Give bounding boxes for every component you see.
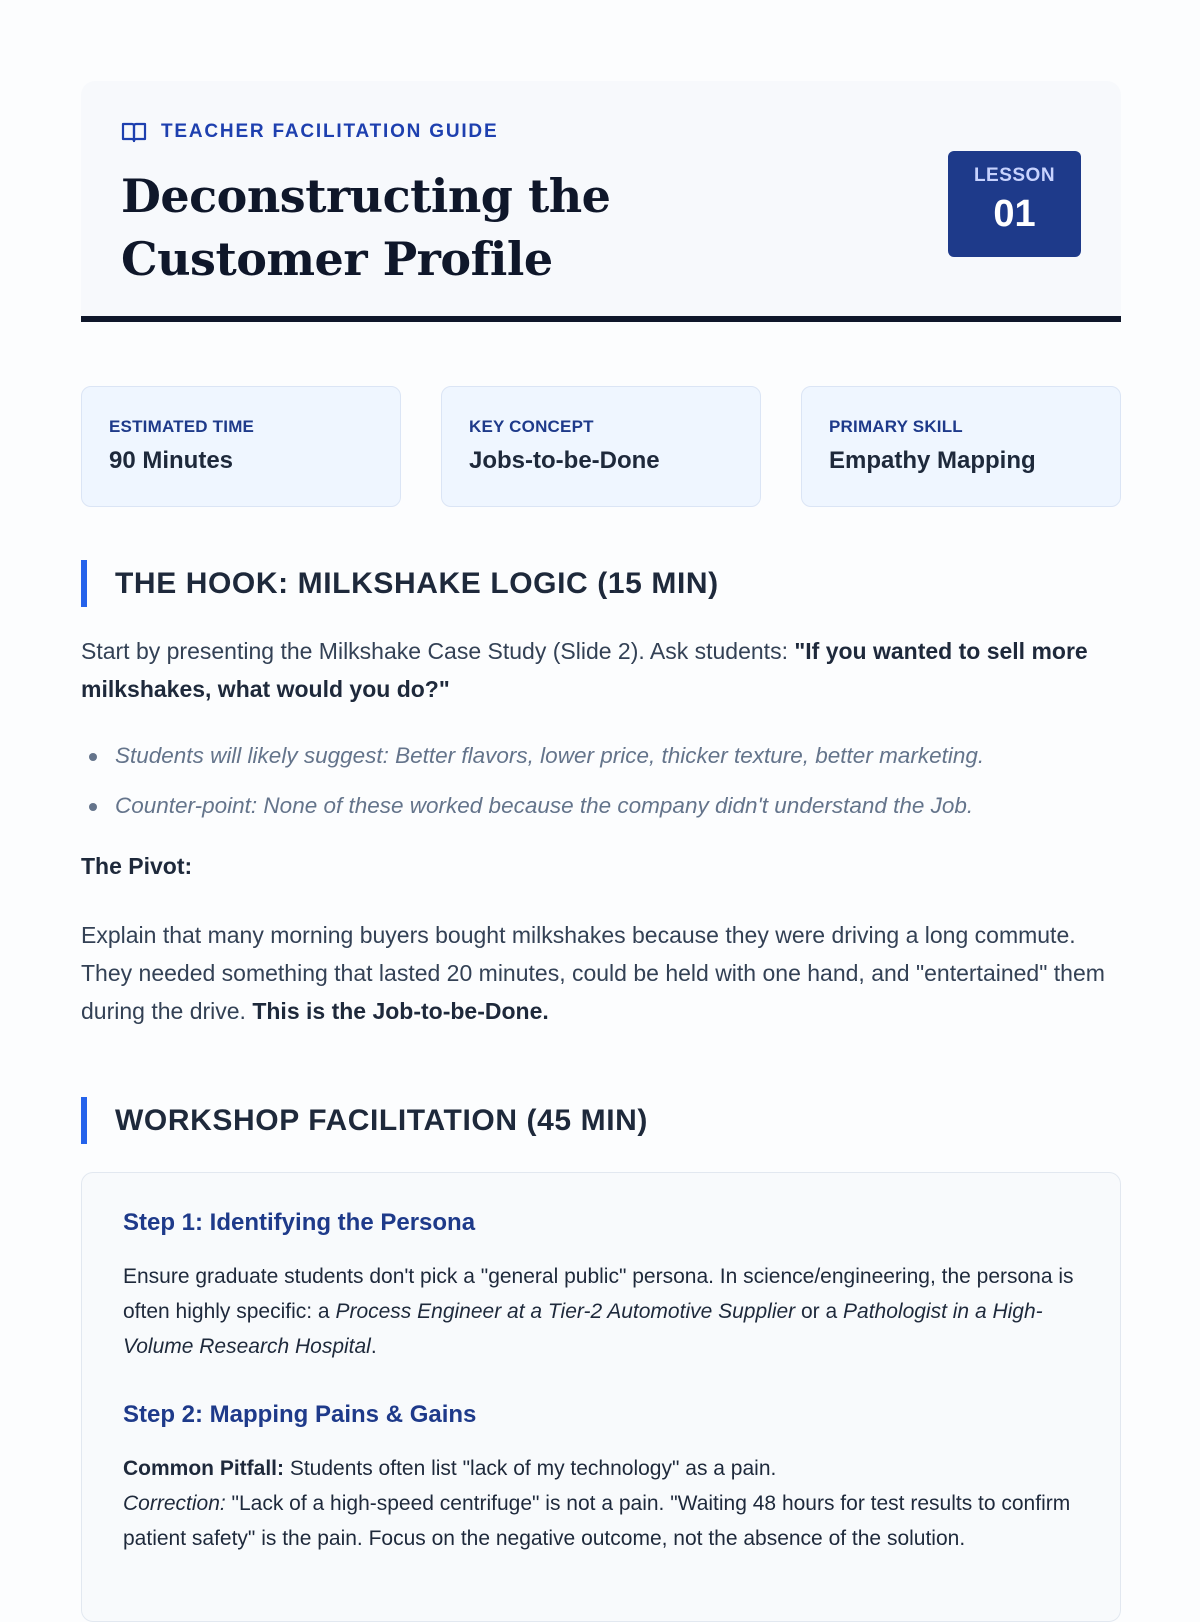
section-heading-hook bbox=[81, 560, 1121, 607]
stat-value: Empathy Mapping bbox=[829, 447, 1036, 474]
step-1-text: Ensure graduate students don't pick a "general public" persona. In science/engineering, the persona is often highly specific: a bbox=[123, 1265, 1074, 1323]
pivot-text: Explain that many morning buyers bought milkshakes because they were driving a long commute. They needed something that lasted 20 minutes, could be held with one hand, and "entertained" them during the drive. bbox=[81, 922, 1105, 1024]
step-2-body bbox=[123, 1451, 1083, 1556]
stat-value: 90 Minutes bbox=[109, 447, 234, 474]
correction-text: "Lack of a high-speed centrifuge" is not a pain. "Waiting 48 hours for test results to confirm patient safety" is the pain. Focus on the negative outcome, not the absence of the solution. bbox=[123, 1492, 1071, 1550]
pivot-paragraph bbox=[81, 916, 1121, 1030]
list-item: Counter-point: None of these worked because the company didn't understand the Job. bbox=[81, 788, 1121, 824]
step-1-body bbox=[123, 1259, 1083, 1364]
stat-card-concept bbox=[441, 386, 761, 507]
persona-example-2: Pathologist in a High-Volume Research Hospital bbox=[123, 1300, 1043, 1358]
sentence-end: . bbox=[370, 1335, 377, 1358]
pivot-emphasis: This is the Job-to-be-Done. bbox=[252, 998, 549, 1024]
stat-label: PRIMARY SKILL bbox=[829, 417, 963, 436]
correction-label: Correction: bbox=[123, 1492, 226, 1515]
pitfall-text: Students often list "lack of my technology" as a pain. bbox=[284, 1457, 777, 1480]
stat-label: ESTIMATED TIME bbox=[109, 417, 255, 436]
section-title: WORKSHOP FACILITATION (45 MIN) bbox=[115, 1104, 648, 1137]
stat-card-time bbox=[81, 386, 401, 507]
section-title: THE HOOK: MILKSHAKE LOGIC (15 MIN) bbox=[115, 567, 719, 600]
lesson-badge bbox=[948, 151, 1081, 257]
persona-example-1: Process Engineer at a Tier-2 Automotive Supplier bbox=[335, 1300, 796, 1323]
student-suggestions-list bbox=[81, 738, 1121, 838]
section-heading-workshop bbox=[81, 1097, 1121, 1144]
hook-question: "If you wanted to sell more milkshakes, what would you do?" bbox=[81, 638, 1088, 702]
book-open-icon bbox=[121, 121, 147, 143]
list-item: Students will likely suggest: Better flavors, lower price, thicker texture, better marketing. bbox=[81, 738, 1121, 774]
stat-label: KEY CONCEPT bbox=[469, 417, 594, 436]
lesson-number: 01 bbox=[993, 193, 1036, 235]
step-1-title: Step 1: Identifying the Persona bbox=[123, 1209, 476, 1236]
step-2-title: Step 2: Mapping Pains & Gains bbox=[123, 1401, 477, 1428]
stat-value: Jobs-to-be-Done bbox=[469, 447, 660, 474]
pivot-label: The Pivot: bbox=[81, 853, 193, 879]
lesson-header bbox=[81, 81, 1121, 322]
hook-intro bbox=[81, 632, 1121, 708]
connector-text: or a bbox=[795, 1300, 844, 1323]
stat-card-skill bbox=[801, 386, 1121, 507]
lesson-label: LESSON bbox=[973, 165, 1056, 186]
page-title: Deconstructing the Customer Profile bbox=[121, 169, 611, 286]
eyebrow-label: TEACHER FACILITATION GUIDE bbox=[161, 121, 499, 142]
workshop-steps-box bbox=[81, 1172, 1121, 1622]
guide-eyebrow bbox=[121, 121, 498, 143]
pitfall-label: Common Pitfall: bbox=[123, 1457, 284, 1480]
hook-intro-text: Start by presenting the Milkshake Case Study (Slide 2). Ask students: bbox=[81, 638, 795, 664]
